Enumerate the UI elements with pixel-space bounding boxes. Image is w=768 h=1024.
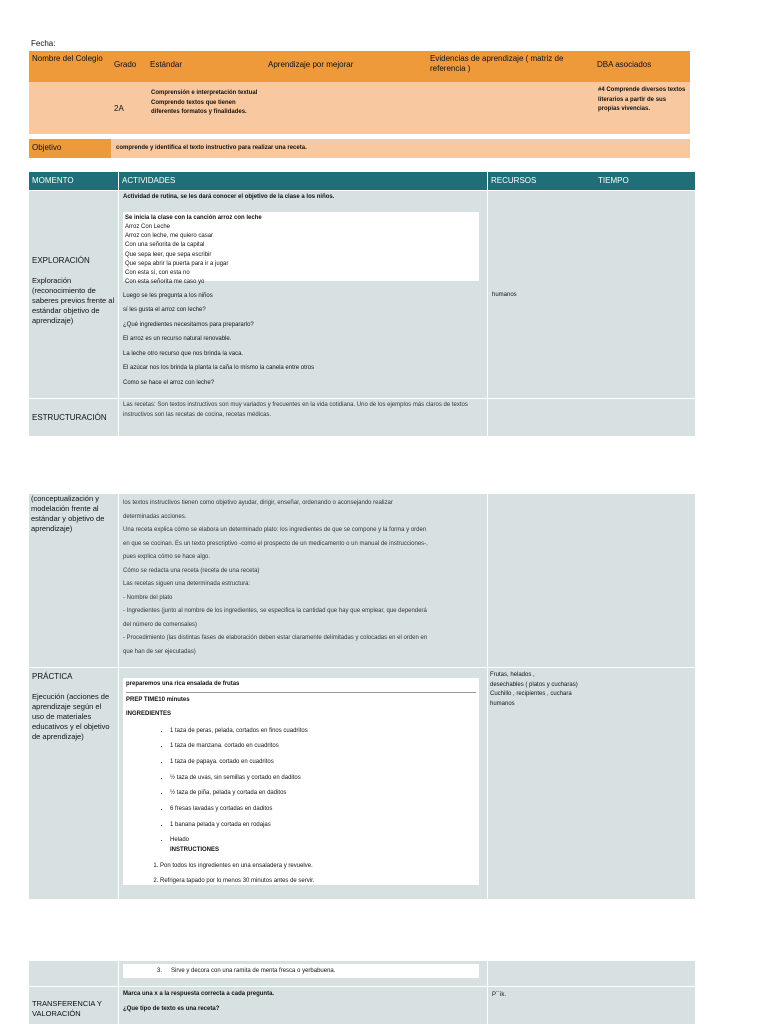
transferencia-line2: ¿Que tipo de texto es una receta? (123, 1005, 220, 1012)
cancion-line: Con una señorita de la capital (125, 242, 205, 249)
concept-line: que han de ser ejecutadas) (123, 648, 196, 655)
col-evidencias: Evidencias de aprendizaje ( matriz de referencia ) (427, 51, 594, 82)
cancion-line: Que sepa leer, que sepa escribir (125, 251, 212, 258)
ingredientes-list (126, 724, 476, 850)
cell-colegio (29, 82, 111, 134)
objetivo-label: Objetivo (29, 139, 111, 158)
cell-dba: #4 Comprende diversos textos literarios a partir de sus propias vivencias. (594, 82, 690, 134)
preguntas (123, 289, 483, 391)
ingrediente-item: • 1 taza de papaya. cortado en cuadritos (170, 755, 476, 771)
ingrediente-item: • ½ taza de uvas, sin semillas y cortado en daditos (170, 771, 476, 787)
ingredientes-title: INGREDIENTES (126, 711, 172, 717)
ingrediente-item: • Helado (170, 833, 476, 849)
concept-line: Cómo se redacta una receta (receta de una receta) (123, 567, 260, 574)
tiempo-estructuracion (595, 399, 695, 436)
pregunta-line: La leche otro recurso que nos brinda la vaca. (123, 350, 244, 357)
recurso-line: Frutas, helados , (490, 672, 535, 678)
fecha-label: Fecha: (31, 39, 56, 48)
instruccion-item: 1. Pon todos los ingredientes en una ensaladera y revuelve. (160, 859, 476, 875)
momento-practica (29, 668, 118, 899)
ingrediente-item: • 1 taza de manzana. cortado en cuadritos (170, 739, 476, 755)
concept-line: - Procedimiento (las distintas fases de elaboración deben estar claramente delimitadas y colocadas en el orden en (123, 635, 428, 641)
cancion-lines (125, 223, 477, 287)
objetivo-text: comprende y identifica el texto instructivo para realizar una receta. (111, 139, 690, 158)
concept-line: en que se cocinan. Es un texto prescriptivo -como el prospecto de un medicamento o un manual de instrucciones-, (123, 540, 428, 547)
receta-title: preparemos una rica ensalada de frutas (126, 680, 476, 693)
cancion-title: Se inicia la clase con la canción arroz con leche (125, 214, 262, 221)
momento-exploracion (29, 191, 118, 398)
conceptualizacion-text (119, 494, 487, 667)
recursos-transferencia: P´´ik. (488, 987, 595, 1024)
concept-line: Una receta explica cómo se elabora un determinado plato: los ingredientes de que se compone y la forma y orden (123, 527, 427, 533)
concept-line: los textos instructivos tienen como objetivo ayudar, dirigir, enseñar, ordenando o aconsejando realizar (123, 500, 393, 506)
transferencia-title: TRANSFERENCIA Y VALORACIÓN (29, 987, 118, 1024)
estructuracion-text: Las recetas: Son textos instructivos son muy variados y frecuentes en la vida cotidiana. Uno de los ejemplos más claros de textos instructivos son las recetas de cocina, recetas médicas. (119, 399, 487, 436)
pregunta-line: El azúcar nos los brinda la planta la caña lo mismo la canela entre otros (123, 365, 315, 371)
col-estandar: Estándar (147, 51, 265, 82)
cancion-line: Con esta sí, con esta no (125, 270, 190, 277)
cell-estandar: Comprensión e interpretación textual Comprendo textos que tienen diferentes formatos y finalidades. (147, 82, 265, 134)
concept-line: - Nombre del plato (123, 594, 173, 601)
col-momento: MOMENTO (29, 172, 118, 190)
actividades-practica (119, 668, 487, 899)
cell-evidencias (427, 82, 594, 134)
ingrediente-item: • ½ taza de piña, pelada y cortada en daditos (170, 786, 476, 802)
instrucciones-title: INSTRUCTIONES (170, 847, 220, 854)
recursos-exploracion: humanos (488, 191, 595, 398)
recursos-continuacion (488, 961, 595, 986)
recurso-line: humanos (490, 700, 515, 707)
estructuracion-title: ESTRUCTURACIÓN (29, 399, 118, 436)
actividades-continuacion (119, 961, 487, 986)
tiempo-practica (595, 668, 695, 899)
exploracion-sub: Exploración (reconocimiento de saberes previos frente al estándar objetivo de aprendizaje) (32, 276, 115, 325)
col-recursos: RECURSOS (488, 172, 595, 190)
cancion-line: Con esta señorita me caso yo (125, 279, 205, 286)
col-actividades: ACTIVIDADES (119, 172, 487, 190)
col-grado: Grado (111, 51, 147, 82)
tiempo-transferencia (595, 987, 695, 1024)
pregunta-line: El arroz es un recurso natural renovable. (123, 336, 232, 342)
momento-conceptualizacion (29, 494, 118, 667)
pregunta-line: ¿Qué ingredientes necesitamos para prepararlo? (123, 321, 254, 328)
recursos-practica (488, 668, 595, 899)
instruccion-item: 2. Refrigera tapado por lo menos 30 minutos antes de servir. (160, 874, 476, 890)
recursos-estructuracion (488, 399, 595, 436)
practica-title: PRÁCTICA (32, 672, 73, 681)
pregunta-line: Como se hace el arroz con leche? (123, 379, 215, 386)
practica-sub: Ejecución (acciones de aprendizaje según el uso de materiales educativos y el objetivo de aprendizaje) (32, 692, 110, 741)
cancion-line: Arroz Con Leche (125, 224, 171, 230)
concept-line: - Ingredientes (junto al nombre de los ingredientes, se especifica la cantidad que hay que emplear, que dependerá (123, 608, 427, 614)
col-aprendizaje: Aprendizaje por mejorar (265, 51, 427, 82)
instruccion-3-box (123, 964, 479, 978)
instrucciones-list (126, 859, 476, 890)
recursos-conceptualizacion (488, 494, 595, 667)
pregunta-line: Luego se les pregunta a los niños (123, 292, 213, 299)
tiempo-exploracion (595, 191, 695, 398)
prep-time: PREP TIME10 minutes (126, 696, 190, 703)
col-nombre-colegio: Nombre del Colegio (29, 51, 111, 82)
col-tiempo: TIEMPO (595, 172, 695, 190)
ingrediente-item: • 1 taza de peras, pelada, cortados en finos cuadritos (170, 724, 476, 740)
transferencia-line1: Marca una x a la respuesta correcta a cada pregunta. (123, 991, 275, 997)
concept-line: del número de comensales) (123, 621, 198, 628)
cancion-line: Que sepa abrir la puerta para ir a jugar (125, 260, 229, 267)
recurso-line: Cuchillo , recipientes , cuchara (490, 691, 572, 697)
ingrediente-item: • 1 banana pelada y cortada en rodajas (170, 818, 476, 834)
tiempo-conceptualizacion (595, 494, 695, 667)
actividades-transferencia (119, 987, 487, 1024)
cell-grado: 2A (111, 82, 147, 134)
concept-line: Las recetas siguen una determinada estructura: (123, 581, 251, 587)
concept-line: pues explica cómo se hace algo. (123, 554, 211, 560)
recurso-line: desechables ( platos y cucharas) (490, 681, 578, 688)
actividades-exploracion (119, 191, 487, 398)
tiempo-continuacion (595, 961, 695, 986)
instruccion-3-num: 3. (157, 968, 163, 974)
receta-box (123, 678, 479, 885)
pregunta-line: sí les gusta el arroz con leche? (123, 307, 206, 313)
momento-continuacion (29, 961, 118, 986)
exploracion-title: EXPLORACIÓN (32, 256, 90, 265)
instruccion-3: Sirve y decora con una ramita de menta fresca o yerbabuena. (171, 968, 336, 974)
cancion-line: Arroz con leche, me quiero casar (125, 233, 214, 240)
cell-aprendizaje (265, 82, 427, 134)
exploracion-intro: Actividad de rutina, se les dará conocer el objetivo de la clase a los niños. (123, 194, 335, 200)
cancion-box (123, 212, 479, 286)
col-dba: DBA asociados (594, 51, 690, 82)
ingrediente-item: • 6 fresas lavadas y cortadas en daditos (170, 802, 476, 818)
conceptualizacion-sub: (conceptualización y modelación frente al estándar y objetivo de aprendizaje) (31, 494, 105, 533)
concept-line: determinadas acciones. (123, 513, 187, 520)
